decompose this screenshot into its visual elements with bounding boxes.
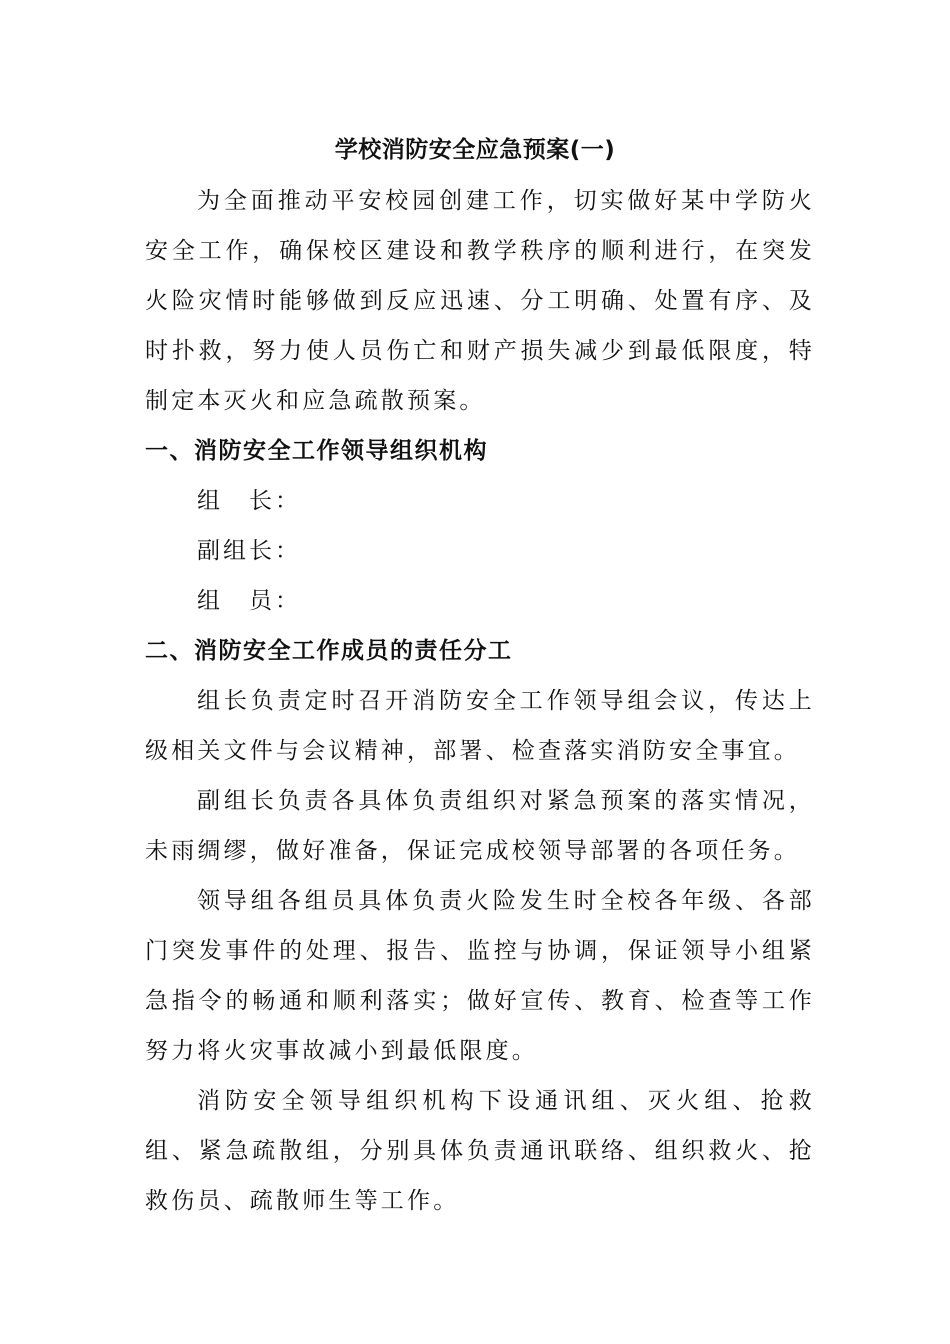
section-2-heading: 二、消防安全工作成员的责任分工 xyxy=(145,638,513,664)
intro-paragraph: 为全面推动平安校园创建工作，切实做好某中学防火安全工作，确保校区建设和教学秩序的顺利进行，在突发火险灾情时能够做到反应迅速、分工明确、处置有序、及时扑救，努力使人员伤亡和财产损失减少到最低限度，特制定本灭火和应急疏散预案。 xyxy=(145,188,815,414)
duty-paragraph-deputy: 副组长负责各具体负责组织对紧急预案的落实情况，未雨绸缪，做好准备，保证完成校领导部署的各项任务。 xyxy=(145,788,815,864)
document-title: 学校消防安全应急预案(一) xyxy=(334,137,616,163)
section-1-heading: 一、消防安全工作领导组织机构 xyxy=(145,438,488,464)
duty-paragraph-leader: 组长负责定时召开消防安全工作领导组会议，传达上级相关文件与会议精神，部署、检查落实消防安全事宜。 xyxy=(145,688,815,764)
role-deputy-leader: 副组长： xyxy=(197,538,301,564)
role-member: 组 员： xyxy=(197,588,301,614)
duty-paragraph-members: 领导组各组员具体负责火险发生时全校各年级、各部门突发事件的处理、报告、监控与协调，保证领导小组紧急指令的畅通和顺利落实；做好宣传、教育、检查等工作努力将火灾事故减小到最低限度。 xyxy=(145,888,815,1064)
duty-paragraph-subgroups: 消防安全领导组织机构下设通讯组、灭火组、抢救组、紧急疏散组，分别具体负责通讯联络、组织救火、抢救伤员、疏散师生等工作。 xyxy=(145,1088,815,1214)
role-leader: 组 长： xyxy=(197,488,301,514)
